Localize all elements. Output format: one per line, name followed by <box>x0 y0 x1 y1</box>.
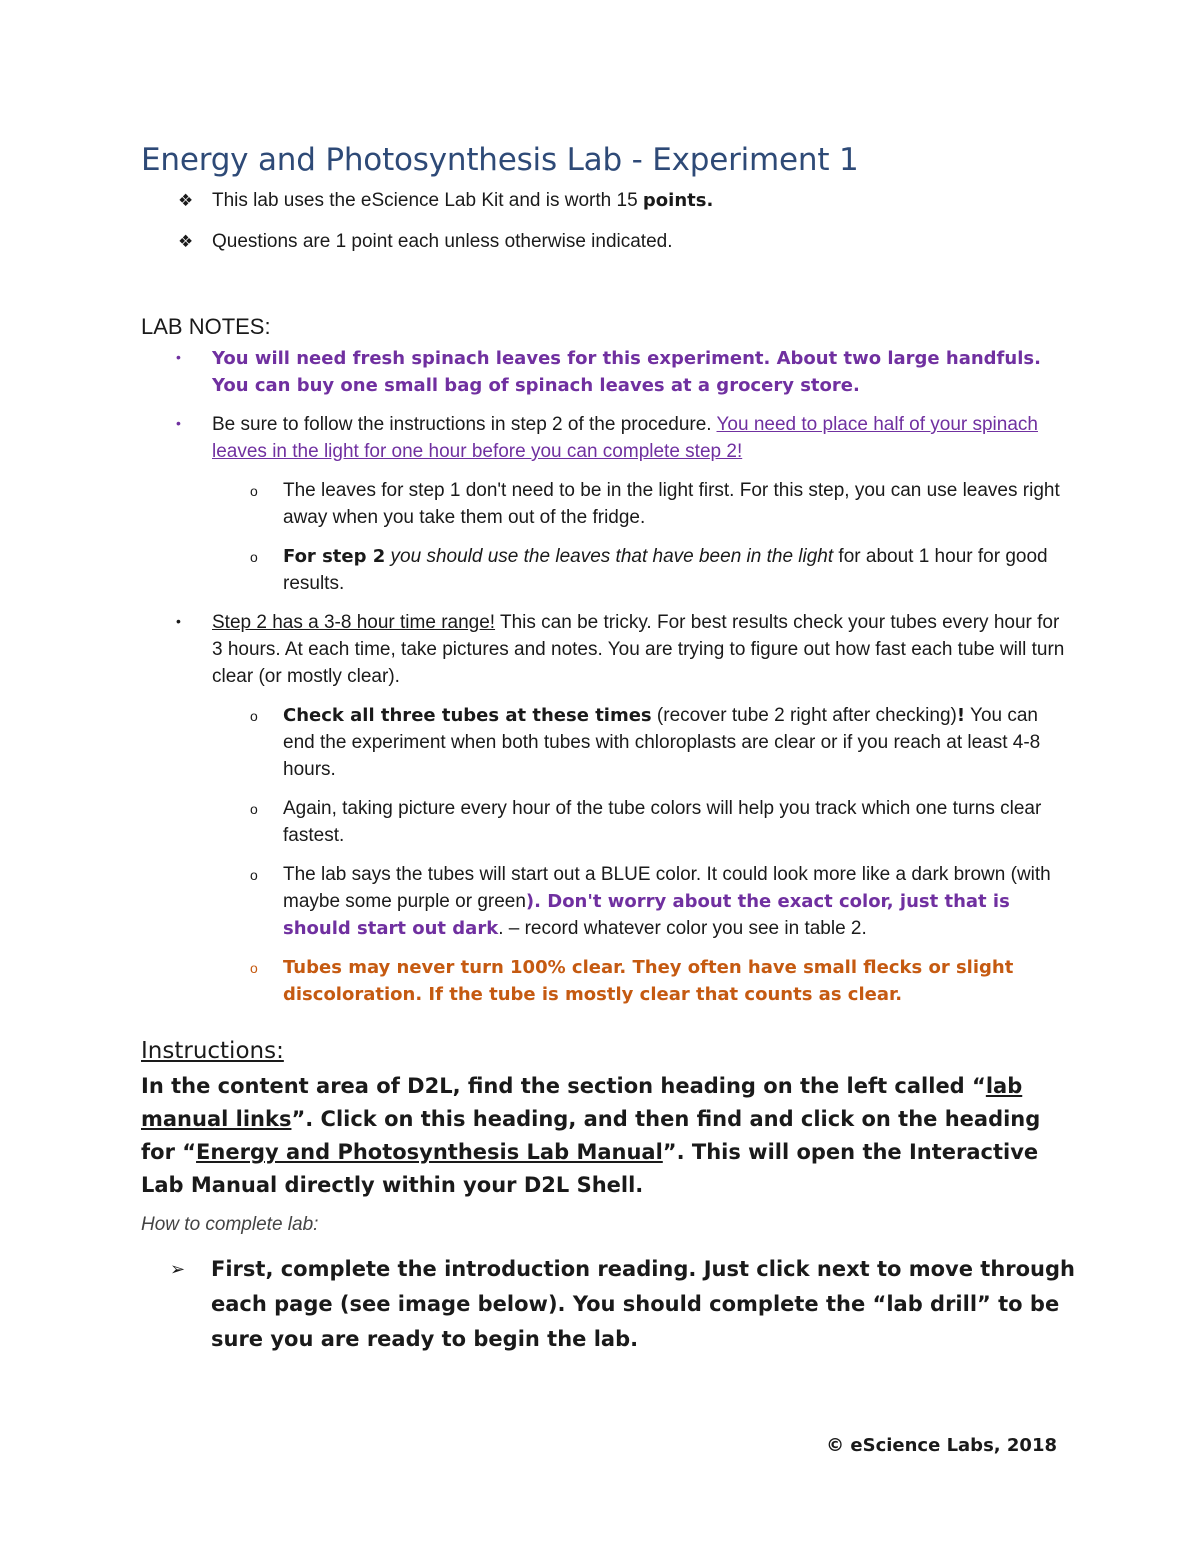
first-step-item <box>170 1252 1101 1357</box>
sub-note-step1-leaves <box>170 477 1070 531</box>
sub-note-step1-text: The leaves for step 1 don't need to be in the light first. For this step, you can use leaves right away when you take them out of the fridge. <box>283 480 1060 528</box>
note-step2-text: Be sure to follow the instructions in step 2 of the procedure. <box>212 414 717 435</box>
sub-note-check-tubes <box>170 702 1070 783</box>
sub-note-blue-purple: ). Don't worry about the exact color, just that is should start out dark <box>283 891 1010 939</box>
sub-note-pictures-text: Again, taking picture every hour of the tube colors will help you track which one turns clear fastest. <box>283 798 1042 846</box>
bullet-icon: • <box>176 613 181 629</box>
sub-note-blue-rest: . – record whatever color you see in table 2. <box>498 918 867 939</box>
lab-notes-list <box>170 345 1070 1020</box>
instructions-heading: Instructions: <box>141 1038 284 1064</box>
sub-note-check-bold: Check all three tubes at these times <box>283 705 652 726</box>
intro-points-bold: points. <box>642 190 714 211</box>
diamond-bullet-icon: ❖ <box>178 191 194 211</box>
note-spinach <box>170 345 1070 399</box>
sub-note-step2-bold: For step 2 <box>283 546 386 567</box>
instructions-part1: In the content area of D2L, find the section heading on the left called “ <box>141 1074 986 1098</box>
sub-note-pictures <box>170 795 1070 849</box>
intro-points-text: This lab uses the eScience Lab Kit and is worth 15 <box>212 190 643 211</box>
instructions-body <box>141 1070 1061 1202</box>
sub-note-check-excl: ! <box>956 705 966 726</box>
diamond-bullet-icon: ❖ <box>178 232 194 252</box>
note-step2-light <box>170 411 1070 465</box>
copyright-footer: © eScience Labs, 2018 <box>826 1435 1057 1456</box>
sub-note-never-clear <box>170 954 1070 1008</box>
arrow-bullet-icon: ➢ <box>170 1259 186 1280</box>
lab-notes-heading: LAB NOTES: <box>141 314 271 339</box>
intro-item-points <box>178 188 713 214</box>
bullet-icon: • <box>176 415 181 431</box>
sub-note-never-clear-text: Tubes may never turn 100% clear. They often have small flecks or slight discoloration. If the tube is mostly clear that counts as clear. <box>283 957 1014 1005</box>
circle-bullet-icon: o <box>250 483 258 499</box>
sub-note-step2-italic: you should use the leaves that have been in the light <box>385 546 834 567</box>
how-to-complete-label: How to complete lab: <box>141 1214 319 1235</box>
intro-list <box>178 188 713 270</box>
intro-questions-text: Questions are 1 point each unless otherwise indicated. <box>212 231 673 252</box>
instructions-part3: ”. This will open the Interactive Lab Manual directly within your D2L Shell. <box>141 1140 1039 1197</box>
circle-bullet-icon: o <box>250 549 258 565</box>
bullet-icon: • <box>176 349 181 365</box>
note-time-range <box>170 609 1070 690</box>
note-time-range-underline: Step 2 has a 3-8 hour time range! <box>212 612 496 633</box>
lab-manual-links-link[interactable]: lab manual links <box>141 1074 1023 1131</box>
sub-note-step2-leaves <box>170 543 1070 597</box>
note-time-range-rest: This can be tricky. For best results check your tubes every hour for 3 hours. At each time, take pictures and notes. You are trying to figure out how fast each tube will turn clear (or mostly clear). <box>212 612 1065 687</box>
note-spinach-text: You will need fresh spinach leaves for this experiment. About two large handfuls. You can buy one small bag of spinach leaves at a grocery store. <box>212 348 1041 396</box>
page-title: Energy and Photosynthesis Lab - Experiment 1 <box>141 142 859 178</box>
sub-note-check-rest: You can end the experiment when both tubes with chloroplasts are clear or if you reach at least 4-8 hours. <box>283 705 1041 780</box>
sub-note-step2-rest: for about 1 hour for good results. <box>283 546 1048 594</box>
sub-note-blue-color <box>170 861 1070 942</box>
note-step2-link: You need to place half of your spinach leaves in the light for one hour before you can complete step 2! <box>212 414 1038 462</box>
sub-note-blue-text: The lab says the tubes will start out a BLUE color. It could look more like a dark brown (with maybe some purple or green <box>283 864 1051 912</box>
circle-bullet-icon: o <box>250 867 258 883</box>
circle-bullet-icon: o <box>250 801 258 817</box>
circle-bullet-icon: o <box>250 960 258 976</box>
instructions-part2: ”. Click on this heading, and then find and click on the heading for “ <box>141 1107 1041 1164</box>
circle-bullet-icon: o <box>250 708 258 724</box>
intro-item-questions <box>178 229 713 255</box>
energy-photosynthesis-manual-link[interactable]: Energy and Photosynthesis Lab Manual <box>196 1140 663 1164</box>
sub-note-check-mid: (recover tube 2 right after checking) <box>651 705 957 726</box>
first-step-text: First, complete the introduction reading. Just click next to move through each page (see image below). You should complete the “lab drill” to be sure you are ready to begin the lab. <box>211 1257 1075 1351</box>
